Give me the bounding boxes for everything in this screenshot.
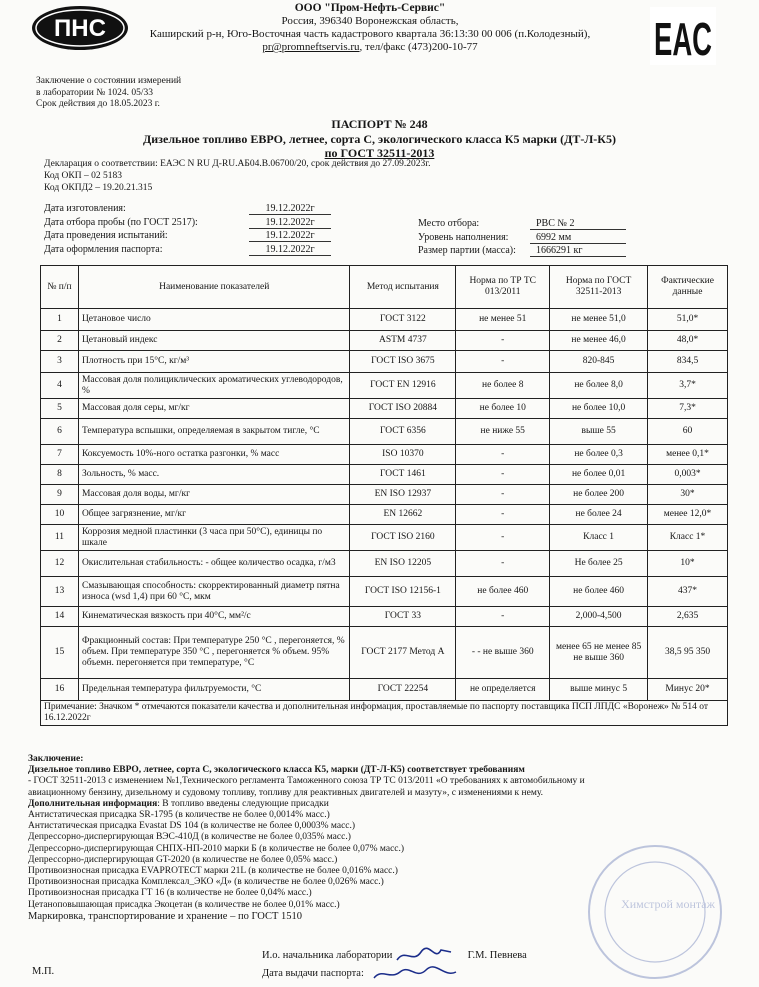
row-number: 14 xyxy=(41,607,79,627)
table-row xyxy=(41,505,728,525)
test-method: ISO 10370 xyxy=(350,445,456,465)
table-row xyxy=(41,525,728,551)
norm-gost: не менее 51,0 xyxy=(550,309,648,331)
norm-gost: не более 0,3 xyxy=(550,445,648,465)
table-row xyxy=(41,351,728,373)
date-label: Дата проведения испытаний: xyxy=(44,230,168,241)
additional-info-text: : В топливо введены следующие присадки xyxy=(157,798,329,809)
company-email-link[interactable]: pr@promneftservis.ru xyxy=(262,41,360,53)
norm-tr-ts: - xyxy=(456,505,550,525)
norm-tr-ts: не определяется xyxy=(456,679,550,701)
date-label: Дата изготовления: xyxy=(44,203,126,214)
column-header: Метод испытания xyxy=(350,266,456,309)
actual-value: 48,0* xyxy=(648,331,728,351)
company-phone: , тел/факс (473)200-10-77 xyxy=(359,41,478,53)
indicator-name: Плотность при 15°С, кг/м³ xyxy=(78,351,350,373)
test-method: EN ISO 12205 xyxy=(350,551,456,577)
row-number: 12 xyxy=(41,551,79,577)
row-number: 11 xyxy=(41,525,79,551)
okp-code: Код ОКП – 02 5183 xyxy=(44,171,122,181)
actual-value: 437* xyxy=(648,577,728,607)
row-number: 8 xyxy=(41,465,79,485)
indicator-name: Цетановый индекс xyxy=(78,331,350,351)
issue-date-line xyxy=(262,968,364,979)
date-row xyxy=(44,217,331,231)
row-number: 3 xyxy=(41,351,79,373)
sampling-value: РВС № 2 xyxy=(530,218,626,230)
declaration-line: Декларация о соответствии: ЕАЭС N RU Д-RU.АБ04.В.06700/20, срок действия до 27.09.2023г. xyxy=(44,159,431,169)
company-address-1: Россия, 396340 Воронежская область, xyxy=(281,15,459,27)
norm-gost: 820-845 xyxy=(550,351,648,373)
conclusion-line: Срок действия до 18.05.2023 г. xyxy=(36,99,160,109)
table-row xyxy=(41,419,728,445)
additive-item: Депрессорно-диспергирующая GT-2020 (в количестве не более 0,05% масс.) xyxy=(28,854,338,865)
sampling-row xyxy=(418,245,626,259)
indicator-name: Кинематическая вязкость при 40°С, мм²/с xyxy=(78,607,350,627)
additive-item: Противоизносная присадка Комплексал_ЭКО «Д» (в количестве не более 0,026% масс.) xyxy=(28,877,384,888)
stamp-text: Химстрой монтаж xyxy=(621,897,715,911)
row-number: 5 xyxy=(41,399,79,419)
actual-value: 38,5 95 350 xyxy=(648,627,728,679)
actual-value: 60 xyxy=(648,419,728,445)
table-note: Примечание: Значком * отмечаются показатели качества и дополнительная информация, проставляемые по паспорту поставщика ПСП ЛПДС «Воронеж» № 514 от 16.12.2022г xyxy=(41,701,728,726)
additive-item: Антистатическая присадка Evastat DS 104 (в количестве не более 0,0003% масс.) xyxy=(28,821,356,832)
norm-tr-ts: - xyxy=(456,331,550,351)
column-header: № п/п xyxy=(41,266,79,309)
additive-item: Депрессорно-диспергирующая ВЭС-410Д (в количестве не более 0,035% масс.) xyxy=(28,832,351,843)
sampling-label: Место отбора: xyxy=(418,218,480,229)
column-header: Фактические данные xyxy=(648,266,728,309)
date-row xyxy=(44,203,331,217)
measurement-conclusion xyxy=(36,76,181,111)
indicator-name: Окислительная стабильность: - общее количество осадка, г/м3 xyxy=(78,551,350,577)
actual-value: 0,003* xyxy=(648,465,728,485)
norm-gost: выше 55 xyxy=(550,419,648,445)
test-method: ГОСТ ISO 3675 xyxy=(350,351,456,373)
norm-tr-ts: - xyxy=(456,485,550,505)
table-row xyxy=(41,627,728,679)
eac-mark-icon xyxy=(650,7,716,65)
conclusion-line: Заключение о состоянии измерений xyxy=(36,76,182,86)
norm-gost: менее 65 не менее 85 не выше 360 xyxy=(550,627,648,679)
additive-item: Противоизносная присадка ГТ 16 (в количестве не более 0,04% масс.) xyxy=(28,888,312,899)
indicator-name: Массовая доля серы, мг/кг xyxy=(78,399,350,419)
actual-value: 2,635 xyxy=(648,607,728,627)
indicator-name: Коксуемость 10%-ного остатка разгонки, % масс xyxy=(78,445,350,465)
quality-indicators-table xyxy=(40,265,728,726)
company-header xyxy=(120,2,620,54)
table-row xyxy=(41,577,728,607)
seal-placeholder: М.П. xyxy=(32,966,55,977)
test-method: ГОСТ EN 12916 xyxy=(350,373,456,399)
norm-tr-ts: не более 460 xyxy=(456,577,550,607)
indicator-name: Общее загрязнение, мг/кг xyxy=(78,505,350,525)
eac-mark-text: EAC xyxy=(654,13,712,65)
actual-value: менее 12,0* xyxy=(648,505,728,525)
norm-tr-ts: - xyxy=(456,525,550,551)
sampling-block xyxy=(418,218,626,259)
test-method: ГОСТ 3122 xyxy=(350,309,456,331)
row-number: 2 xyxy=(41,331,79,351)
actual-value: Класс 1* xyxy=(648,525,728,551)
actual-value: менее 0,1* xyxy=(648,445,728,465)
norm-gost: не более 0,01 xyxy=(550,465,648,485)
norm-tr-ts: - xyxy=(456,445,550,465)
additive-item: Цетаноповышающая присадка Экоцетан (в количестве не более 0,01% масс.) xyxy=(28,899,340,910)
company-address-2: Каширский р-н, Юго-Восточная часть кадастрового квартала 36:13:30 00 006 (п.Колодезный), xyxy=(149,28,591,40)
conclusion-text: Дизельное топливо ЕВРО, летнее, сорта С, экологического класса К5, марки (ДТ-Л-К5) соответствует требованиям xyxy=(28,765,525,776)
norm-tr-ts: не более 10 xyxy=(456,399,550,419)
test-method: EN 12662 xyxy=(350,505,456,525)
test-method: ГОСТ 2177 Метод А xyxy=(350,627,456,679)
test-method: ГОСТ 1461 xyxy=(350,465,456,485)
norm-gost: 2,000-4,500 xyxy=(550,607,648,627)
row-number: 10 xyxy=(41,505,79,525)
actual-value: 51,0* xyxy=(648,309,728,331)
signer-name: Г.М. Певнева xyxy=(467,950,527,961)
norm-gost: не более 10,0 xyxy=(550,399,648,419)
sampling-row xyxy=(418,232,626,246)
norm-gost: не более 24 xyxy=(550,505,648,525)
date-row xyxy=(44,230,331,244)
table-row xyxy=(41,551,728,577)
actual-value: 834,5 xyxy=(648,351,728,373)
table-row xyxy=(41,607,728,627)
row-number: 16 xyxy=(41,679,79,701)
actual-value: 7,3* xyxy=(648,399,728,419)
actual-value: Минус 20* xyxy=(648,679,728,701)
norm-gost: не более 460 xyxy=(550,577,648,607)
declaration-block xyxy=(44,158,431,194)
norm-gost: Класс 1 xyxy=(550,525,648,551)
table-row xyxy=(41,445,728,465)
table-row xyxy=(41,465,728,485)
test-method: EN ISO 12937 xyxy=(350,485,456,505)
sampling-row xyxy=(418,218,626,232)
test-method: ГОСТ ISO 2160 xyxy=(350,525,456,551)
date-label: Дата оформления паспорта: xyxy=(44,243,163,255)
row-number: 7 xyxy=(41,445,79,465)
actual-value: 30* xyxy=(648,485,728,505)
round-stamp xyxy=(560,840,730,980)
row-number: 15 xyxy=(41,627,79,679)
norm-tr-ts: не менее 51 xyxy=(456,309,550,331)
date-label: Дата отбора пробы (по ГОСТ 2517): xyxy=(44,216,198,228)
table-row xyxy=(41,485,728,505)
column-header: Наименование показателей xyxy=(78,266,350,309)
indicator-name: Массовая доля полициклических ароматических углеводородов, % xyxy=(78,373,350,399)
pns-logo-text: ПНС xyxy=(54,15,106,42)
marking-line: Маркировка, транспортирование и хранение – по ГОСТ 1510 xyxy=(28,910,303,922)
table-header-row xyxy=(41,266,728,309)
test-method: ГОСТ ISO 20884 xyxy=(350,399,456,419)
additional-info-heading: Дополнительная информация xyxy=(28,798,158,809)
norm-tr-ts: не более 8 xyxy=(456,373,550,399)
signer-title: И.о. начальника лаборатории xyxy=(262,950,393,961)
product-standard: по ГОСТ 32511-2013 xyxy=(324,146,435,160)
norm-gost: не более 200 xyxy=(550,485,648,505)
test-method: ГОСТ 6356 xyxy=(350,419,456,445)
passport-number: ПАСПОРТ № 248 xyxy=(331,117,428,131)
okpd2-code: Код ОКПД2 – 19.20.21.315 xyxy=(44,183,153,193)
date-value: 19.12.2022г xyxy=(249,230,331,242)
conclusion-line: в лаборатории № 1024. 05/33 xyxy=(36,87,154,98)
sampling-value: 1666291 кг xyxy=(530,245,626,257)
actual-value: 3,7* xyxy=(648,373,728,399)
indicator-name: Коррозия медной пластинки (3 часа при 50°С), единицы по шкале xyxy=(78,525,350,551)
test-method: ГОСТ ISO 12156-1 xyxy=(350,577,456,607)
indicator-name: Зольность, % масс. xyxy=(78,465,350,485)
test-method: ГОСТ 33 xyxy=(350,607,456,627)
dates-block xyxy=(44,203,331,257)
norm-gost: Не более 25 xyxy=(550,551,648,577)
passport-title xyxy=(0,117,759,161)
norm-tr-ts: - xyxy=(456,465,550,485)
norm-tr-ts: - - не выше 360 xyxy=(456,627,550,679)
norm-tr-ts: - xyxy=(456,551,550,577)
norm-tr-ts: - xyxy=(456,351,550,373)
indicator-name: Предельная температура фильтруемости, °С xyxy=(78,679,350,701)
indicator-name: Массовая доля воды, мг/кг xyxy=(78,485,350,505)
conclusion-text: - ГОСТ 32511-2013 с изменением №1,Технического регламента Таможенного союза ТР ТС 013/2011 «О требованиях к автомобильному и xyxy=(28,776,585,787)
actual-value: 10* xyxy=(648,551,728,577)
indicator-name: Температура вспышки, определяемая в закрытом тигле, °С xyxy=(78,419,350,445)
issue-date-label: Дата выдачи паспорта: xyxy=(262,968,364,979)
norm-gost: выше минус 5 xyxy=(550,679,648,701)
sampling-label: Размер партии (масса): xyxy=(418,245,516,256)
sampling-value: 6992 мм xyxy=(530,232,626,244)
indicator-name: Смазывающая способность: скорректированный диаметр пятна износа (wsd 1,4) при 60 °С, мкм xyxy=(78,577,350,607)
product-name: Дизельное топливо ЕВРО, летнее, сорта С, экологического класса К5 марки (ДТ-Л-К5) xyxy=(143,131,616,146)
norm-tr-ts: - xyxy=(456,607,550,627)
date-row xyxy=(44,244,331,258)
additive-item: Противоизносная присадка EVAPROTECT марки 21L (в количестве не более 0,016% масс.) xyxy=(28,866,398,877)
sampling-label: Уровень наполнения: xyxy=(418,231,509,243)
test-method: ГОСТ 22254 xyxy=(350,679,456,701)
additional-info xyxy=(28,799,728,810)
table-row xyxy=(41,331,728,351)
table-row xyxy=(41,309,728,331)
norm-gost: не более 8,0 xyxy=(550,373,648,399)
pns-logo xyxy=(30,3,130,53)
norm-gost: не менее 46,0 xyxy=(550,331,648,351)
date-value: 19.12.2022г xyxy=(249,217,331,229)
table-row xyxy=(41,679,728,701)
indicator-name: Фракционный состав: При температуре 250 °С , перегоняется, % объем. При температуре 350 °С , перегоняется % объем. 95% объемн. перегоняется при температуре, °С xyxy=(78,627,350,679)
row-number: 9 xyxy=(41,485,79,505)
table-row xyxy=(41,399,728,419)
row-number: 4 xyxy=(41,373,79,399)
additive-item: Депрессорно-диспергирующая СНПХ-НП-2010 марки Б (в количестве не более 0,07% масс.) xyxy=(28,843,405,854)
company-name: ООО "Пром-Нефть-Сервис" xyxy=(294,2,446,14)
row-number: 6 xyxy=(41,419,79,445)
date-value: 19.12.2022г xyxy=(249,244,331,256)
row-number: 1 xyxy=(41,309,79,331)
table-note-row xyxy=(41,701,728,726)
indicator-name: Цетановое число xyxy=(78,309,350,331)
conclusion-heading: Заключение: xyxy=(28,754,84,764)
handwritten-signature xyxy=(395,946,455,966)
column-header: Норма по ТР ТС 013/2011 xyxy=(456,266,550,309)
table-row xyxy=(41,373,728,399)
date-value: 19.12.2022г xyxy=(249,203,331,215)
handwritten-date xyxy=(370,964,460,984)
test-method: ASTM 4737 xyxy=(350,331,456,351)
conclusion-text: авиационному бензину, дизельному и судовому топливу, топливу для реактивных двигателей и мазуту», с изменениями к нему. xyxy=(28,787,544,798)
row-number: 13 xyxy=(41,577,79,607)
column-header: Норма по ГОСТ 32511-2013 xyxy=(550,266,648,309)
additive-item: Антистатическая присадка SR-1795 (в количестве не более 0,0014% масс.) xyxy=(28,810,330,821)
norm-tr-ts: не ниже 55 xyxy=(456,419,550,445)
